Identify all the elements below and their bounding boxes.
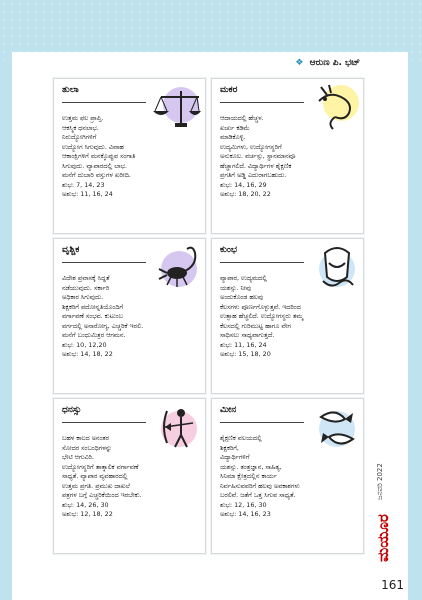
caution-dates: ಅಶುಭ: 11, 16, 24 — [62, 190, 113, 198]
card-body — [220, 434, 360, 520]
title-rule — [220, 262, 304, 263]
card-tula — [53, 78, 206, 234]
card-kumbha — [211, 238, 364, 394]
lucky-dates: ಶುಭ: 11, 16, 24 — [220, 340, 267, 349]
title-rule — [220, 422, 304, 423]
lucky-dates: ಶುಭ: 7, 14, 23 — [62, 180, 105, 189]
card-body — [62, 274, 202, 360]
lucky-dates: ಶುಭ: 14, 16, 29 — [220, 180, 267, 189]
prediction-text: ಉತ್ತಮ ಫಲ ಪ್ರಾಪ್ತಿ. ಆಕಸ್ಮಿಕ ಧನಲಾಭ. ನಿರುದ್ಯೋಗಿಗಳಿಗೆ ಉದ್ಯೋಗ ಸಿಗುವುದು. ವಿವಾಹ ಆಕಾಂಕ್ಷಿಗಳಿಗೆ ಮನಕ್ಕೊಪ್ಪುವ ಸಂಗಾತಿ ಸಿಗುವುದು. ವ್ಯಾಪಾರದಲ್ಲಿ ಲಾಭ. ಮನೆಗೆ ದುಬಾರಿ ವಸ್ತುಗಳ ಖರೀದಿ. — [62, 114, 136, 179]
card-body — [220, 274, 360, 360]
diamond-icon: ❖ — [295, 58, 304, 68]
issue-date: ಜನವರಿ 2022 — [376, 463, 384, 500]
prediction-text: ಶೈಕ್ಷಣಿಕ ವಲಯದಲ್ಲಿ ಶಿಕ್ಷಕರಿಗೆ, ವಿದ್ಯಾರ್ಥಿಗಳಿಗೆ ಯಶಸ್ಸು. ತಂತ್ರಜ್ಞಾನ, ಸಾಹಿತ್ಯ, ಸಿನಿಮಾ ಕ್ಷೇತ್ರದಲ್ಲಿನ ಕಾರ್ಯ ನಿರ್ವಹಿಸುವವರಿಗೆ ಹಲವು ಅವಕಾಶಗಳು ಬರಲಿವೆ. ಜತೆಗೆ ಒತ್ತ ಸಿಗುವ ಸಾಧ್ಯತೆ. — [220, 434, 300, 499]
top-background — [0, 0, 422, 60]
card-title: ಕುಂಭ — [220, 245, 238, 255]
title-rule — [220, 102, 304, 103]
caution-dates: ಅಶುಭ: 14, 18, 22 — [62, 350, 113, 358]
prediction-text: ವಿದೇಶ ಪ್ರವಾಸಕ್ಕೆ ಸಿದ್ಧತೆ ನಡೆಯುವುದು. ಸರ್ಕಾರಿ ಅಧಿಕಾರ ಸಿಗುವುದು. ಶಿಕ್ಷಕರಿಗೆ ಪದೋನ್ನತಿಯೊಂದಿಗೆ ವರ್ಗಾವಣೆ ಸಂಭವ. ಕುಟುಂಬ ವರ್ಗದಲ್ಲಿ ಅನಾರೋಗ್ಯ, ಎಚ್ಚರಿಕೆ ಇರಲಿ. ಮನೆಗೆ ಬಂಧುಮಿತ್ರರ ಆಗಮನ. — [62, 274, 144, 339]
card-vrushchika — [53, 238, 206, 394]
card-dhanassu — [53, 398, 206, 554]
author-name: ಆರುಣ ಪಿ. ಭಟ್ — [309, 58, 360, 68]
caution-dates: ಅಶುಭ: 14, 16, 23 — [220, 510, 271, 518]
horoscope-grid — [53, 78, 363, 578]
author-byline — [295, 58, 360, 68]
title-rule — [62, 262, 146, 263]
card-meena — [211, 398, 364, 554]
prediction-text: ವ್ಯಾಪಾರ, ಉದ್ಯಮದಲ್ಲಿ ಯಶಸ್ಸು. ನೀವು ಅಂದುಕೊಂಡ ಹಲವು ಕೆಲಸಗಳು ಪೂರ್ಣಗೊಳ್ಳುತ್ತವೆ. ಇದರಿಂದ ಉತ್ಸಾಹ ಹೆಚ್ಚಲಿದೆ. ಉದ್ಯೋಗಸ್ಥರು ತಮ್ಮ ಕೆಲಸದಲ್ಲಿ ಗುರಿಮುಟ್ಟ ಹಾಗೂ ವೇಗ ಸಾಧಿಸಲು ಸಾಧ್ಯವಾಗುತ್ತದೆ. — [220, 274, 304, 339]
card-title: ಮಕರ — [220, 85, 238, 95]
title-rule — [62, 102, 146, 103]
caution-dates: ಅಶುಭ: 18, 20, 22 — [220, 190, 271, 198]
card-makara — [211, 78, 364, 234]
card-title: ಮೀನ — [220, 405, 237, 415]
title-rule — [62, 422, 146, 423]
caution-dates: ಅಶುಭ: 15, 18, 20 — [220, 350, 271, 358]
card-body — [62, 434, 202, 520]
card-body — [62, 114, 202, 200]
prediction-text: ಆದಾಯದಲ್ಲಿ ಹೆಚ್ಚಳ. ಖರ್ಚು ಕಡಿಮೆ ಮಾಡಿಕೊಳ್ಳಿ. ಉದ್ಯಮಿಗಳು, ಉದ್ಯೋಗಸ್ಥರಿಗೆ ಅನುಕೂಲ. ವರ್ಚಸ್ಸು, ಸ್ಥಾನಮಾನವೂ ಹೆಚ್ಚಾಗಲಿದೆ. ವಿದ್ಯಾರ್ಥಿಗಳ ಶೈಕ್ಷಣಿಕ ಪ್ರಗತಿಗೆ ಅಡ್ಡಿ ಎದುರಾಗಬಹುದು. — [220, 114, 296, 179]
card-title: ವೃಶ್ಚಿಕ — [62, 245, 80, 255]
magazine-brand: ಮಯೂರ — [374, 514, 392, 562]
side-tab — [372, 430, 398, 570]
lucky-dates: ಶುಭ: 12, 16, 30 — [220, 500, 267, 509]
prediction-text: ಬಹಳ ಕಾಲದ ಅನಂತರ ಸೋದರ ಸಂಬಂಧಿಗಳನ್ನು ಭೇಟಿ ಆಗುವಿರಿ. ಉದ್ಯೋಗಸ್ಥರಿಗೆ ತಾತ್ಕಾಲಿಕ ವರ್ಗಾವಣೆ ಸಾಧ್ಯತೆ. ವ್ಯಾಪಾರ ವ್ಯವಹಾರದಲ್ಲಿ ಉತ್ತಮ ಪ್ರಗತಿ. ಪ್ರಮುಖ ದಾಖಲೆ ಪತ್ರಗಳ ಬಗ್ಗೆ ಎಚ್ಚರಿಕೆಯಿಂದ ಇರಬೇಕು. — [62, 434, 142, 499]
card-title: ಧನಸ್ಸು — [62, 405, 82, 415]
lucky-dates: ಶುಭ: 10, 12,20 — [62, 340, 107, 349]
lucky-dates: ಶುಭ: 14, 26, 30 — [62, 500, 109, 509]
card-title: ತುಲಾ — [62, 85, 79, 95]
card-body — [220, 114, 360, 200]
page-number: 161 — [381, 578, 404, 592]
caution-dates: ಅಶುಭ: 12, 18, 22 — [62, 510, 113, 518]
